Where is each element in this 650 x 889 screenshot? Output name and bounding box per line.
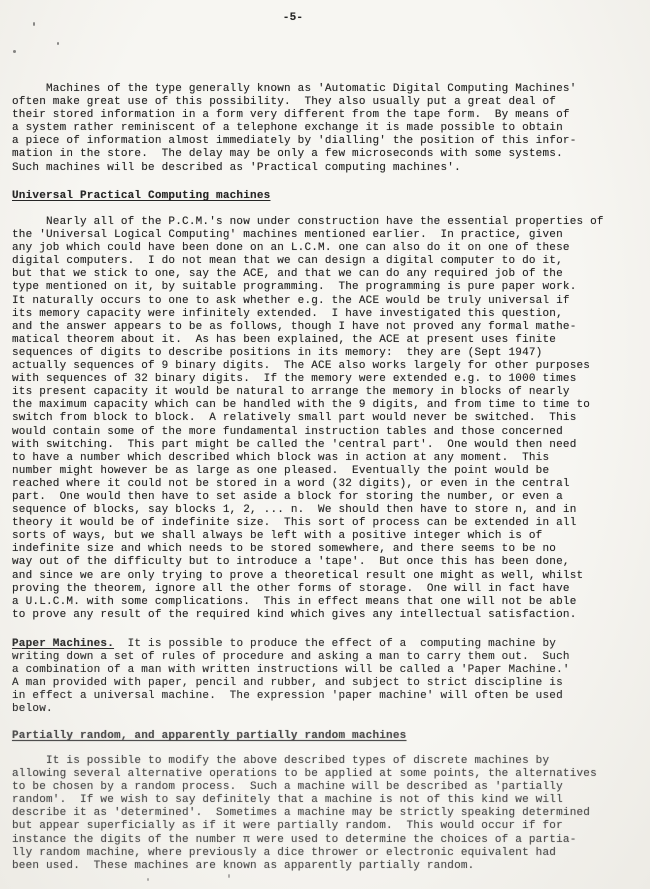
text-line: a piece of information almost immediately by 'dialling' the position of this infor- [12, 135, 577, 148]
text-line: but that we stick to one, say the ACE, and that we can do any required job of the [12, 268, 563, 281]
text-line: but appear superficially as if it were partially random. This would occur if for [12, 820, 563, 833]
text-line: sequence of blocks, say blocks 1, 2, ... n. We should then have to store n, and in [12, 504, 577, 517]
text-line: and since we are only trying to prove a theoretical result one might as well, whilst [12, 569, 584, 582]
text-line: Machines of the type generally known as 'Automatic Digital Computing Machines' [12, 83, 577, 95]
scan-artifact [147, 878, 149, 881]
text-line: their stored information in a form very different from the tape form. By means of [12, 109, 570, 122]
text-line: matical theorem about it. As has been explained, the ACE at present uses finite [12, 333, 557, 346]
text-line: sorts of ways, but we shall always be left with a positive integer which is of [12, 530, 543, 543]
text-line: would contain some of the more fundamental instruction tables and those concerned [12, 425, 563, 438]
text-line: instance the digits of the number π were used to determine the choices of a partia- [12, 833, 577, 846]
page-number: -5- [282, 12, 304, 24]
scan-artifact [228, 874, 230, 878]
section-heading-universal-practical-computing-machines: Universal Practical Computing machines [12, 190, 271, 202]
text-line: actually sequences of 9 binary digits. The ACE also works largely for other purposes [12, 360, 591, 373]
text-line: been used. These machines are known as apparently partially random. [12, 859, 475, 872]
text-line: the maximum capacity which can be handled with the 9 digits, and from time to time to [12, 399, 591, 412]
text-line: It is possible to modify the above described types of discrete machines by [12, 755, 550, 767]
universal-practical-paragraph [12, 216, 604, 622]
text-line: lly random machine, where previously a dice thrower or electronic equivalent had [12, 846, 557, 859]
intro-paragraph [12, 83, 577, 175]
section-heading-partially-random-machines: Partially random, and apparently partially random machines [12, 730, 407, 742]
text-line: with sequences of 32 binary digits. If the memory were extended e.g. to 1000 times [12, 373, 577, 386]
paper-machines-heading: Paper Machines. [12, 638, 115, 650]
text-line: to have a number which described which block was in action at any moment. This [12, 451, 550, 464]
scan-artifact [33, 22, 35, 26]
text-line: reached where it could not be stored in a word (32 digits), or even in the central [12, 477, 570, 490]
paper-machines-paragraph [12, 638, 570, 717]
text-line: a system rather reminiscent of a telephone exchange it is made possible to obtain [12, 122, 563, 135]
text-line: a combination of a man with written instructions will be called a 'Paper Machine.' [12, 664, 570, 677]
text-line: below. [12, 703, 53, 716]
text-line: and the answer appears to be as follows, though I have not proved any formal mathe- [12, 320, 577, 333]
paper-machines-body [12, 651, 570, 716]
text-line: the 'Universal Logical Computing' machines mentioned earlier. In practice, given [12, 229, 563, 242]
text-line: switch from block to block. A relatively small part would never be switched. This [12, 412, 577, 425]
text-line: describe it as 'determined'. Sometimes a machine may be strictly speaking determined [12, 807, 591, 820]
text-line: in effect a universal machine. The expression 'paper machine' will often be used [12, 690, 563, 703]
text-line: proving the theorem, ignore all the other forms of storage. One will in fact have [12, 582, 570, 595]
text-line: its memory capacity were infinitely extended. I have investigated this question, [12, 307, 563, 320]
text-line: It naturally occurs to one to ask whether e.g. the ACE would be truly universal if [12, 294, 570, 307]
paper-machines-first-line [12, 638, 570, 651]
text-line: random'. If we wish to say definitely that a machine is not of this kind we will [12, 794, 563, 807]
partially-random-paragraph [12, 755, 597, 873]
text-line: A man provided with paper, pencil and rubber, and subject to strict discipline is [12, 677, 563, 690]
text-line: sequences of digits to describe positions in its memory: they are (Sept 1947) [12, 346, 543, 359]
text-line: mation in the store. The delay may be only a few microseconds with some systems. [12, 148, 563, 161]
text-line: theory it would be of indefinite size. This sort of process can be extended in all [12, 517, 577, 530]
text-line: with switching. This part might be called the 'central part'. One would then need [12, 438, 577, 451]
text-line: any job which could have been done on an L.C.M. one can also do it on one of these [12, 242, 570, 255]
text-line: allowing several alternative operations to be applied at some points, the alternatives [12, 768, 597, 781]
text-line: indefinite size and which needs to be stored somewhere, and there seems to be no [12, 543, 557, 556]
text-line: part. One would then have to set aside a block for storing the number, or even a [12, 490, 563, 503]
text-line: Nearly all of the P.C.M.'s now under construction have the essential properties of [12, 216, 604, 228]
text-line: often make great use of this possibility. They also usually put a great deal of [12, 96, 557, 109]
text-line: its present capacity it would be natural to arrange the memory in blocks of nearly [12, 386, 570, 399]
text-line: to be chosen by a random process. Such a machine will be described as 'partially [12, 781, 563, 794]
text-line: digital computers. I do not mean that we can design a digital computer to do it, [12, 255, 563, 268]
scan-artifact [13, 50, 16, 53]
text-line: number might however be as large as one pleased. Eventually the point would be [12, 464, 550, 477]
text-line: Such machines will be described as 'Practical computing machines'. [12, 161, 461, 174]
text-line: writing down a set of rules of procedure and asking a man to carry them out. Such [12, 651, 570, 664]
text-line: way out of the difficulty but to introduce a 'tape'. But once this has been done, [12, 556, 570, 569]
text-line: to prove any result of the required kind which gives any intellectual satisfaction. [12, 608, 577, 621]
scan-artifact [57, 42, 59, 45]
text-line: type mentioned on it, by suitable programming. The programming is pure paper work. [12, 281, 577, 294]
text-line: a U.L.C.M. with some complications. This in effect means that one will not be able [12, 595, 577, 608]
paper-machines-first-line-text: It is possible to produce the effect of a computing machine by [114, 638, 557, 650]
